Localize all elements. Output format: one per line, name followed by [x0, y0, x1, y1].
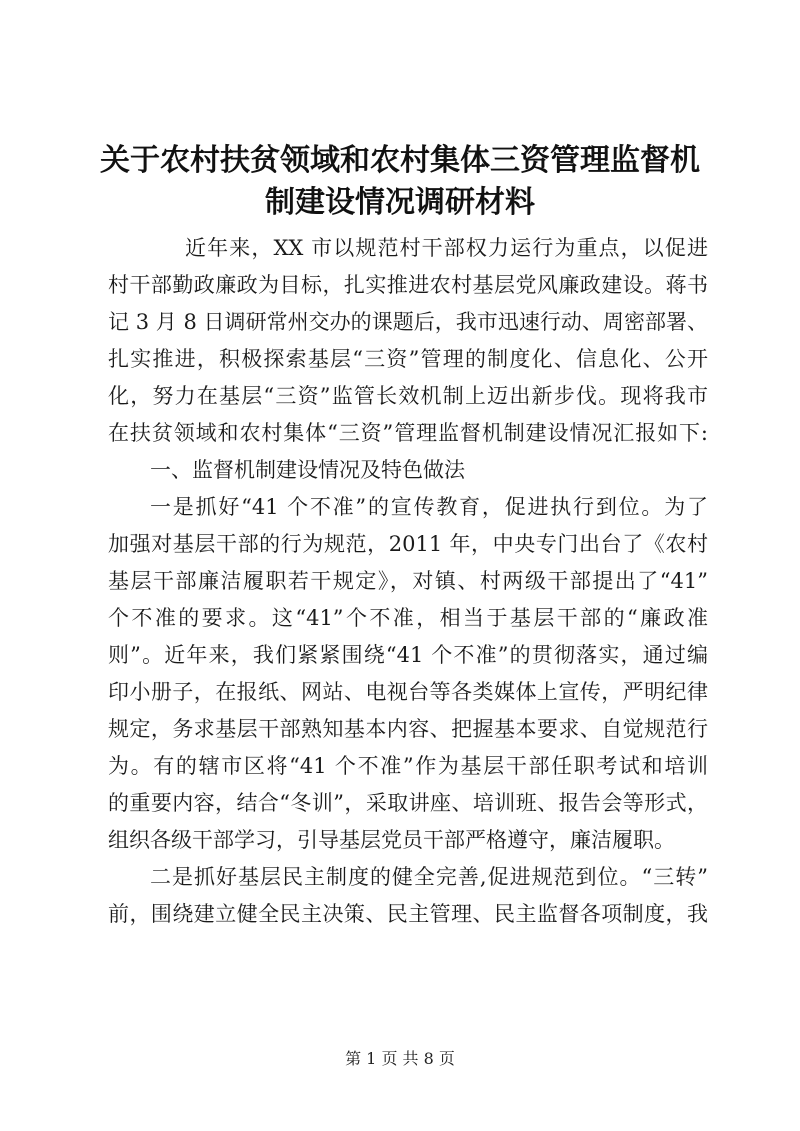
body-line: 前，围绕建立健全民主决策、民主管理、民主监督各项制度，我: [108, 902, 708, 926]
body-line: 则”。近年来，我们紧紧围绕“41 个不准”的贯彻落实，通过编: [108, 643, 708, 667]
body-line: 记 3 月 8 日调研常州交办的课题后，我市迅速行动、周密部署、: [108, 310, 708, 334]
body-line: 在扶贫领域和农村集体“三资”管理监督机制建设情况汇报如下:: [108, 421, 708, 445]
document-title-line-2: 制建设情况调研材料: [265, 185, 535, 220]
body-line: 二是抓好基层民主制度的健全完善,促进规范到位。“三转”: [150, 865, 708, 889]
body-line: 的重要内容，结合“冬训”，采取讲座、培训班、报告会等形式，: [108, 791, 708, 815]
body-line: 组织各级干部学习，引导基层党员干部严格遵守，廉洁履职。: [108, 828, 675, 852]
document-body: [108, 230, 708, 933]
section-heading: 一、监督机制建设情况及特色做法: [150, 458, 465, 482]
body-line: 规定，务求基层干部熟知基本内容、把握基本要求、自觉规范行: [108, 717, 708, 741]
body-line: 扎实推进，积极探索基层“三资”管理的制度化、信息化、公开: [108, 347, 708, 371]
body-line: 个不准的要求。这“41”个不准，相当于基层干部的“廉政准: [108, 606, 708, 630]
body-line: 化，努力在基层“三资”监管长效机制上迈出新步伐。现将我市: [108, 384, 708, 408]
body-line: 近年来，XX 市以规范村干部权力运行为重点，以促进: [185, 236, 708, 260]
body-line: 为。有的辖市区将“41 个不准”作为基层干部任职考试和培训: [108, 754, 708, 778]
body-line: 村干部勤政廉政为目标，扎实推进农村基层党风廉政建设。蒋书: [108, 273, 708, 297]
body-line: 一是抓好“41 个不准”的宣传教育，促进执行到位。为了: [150, 495, 708, 519]
page-number-footer: 第 1 页 共 8 页: [345, 1049, 455, 1068]
body-line: 加强对基层干部的行为规范，2011 年，中央专门出台了《农村: [108, 532, 708, 556]
body-line: 印小册子，在报纸、网站、电视台等各类媒体上宣传，严明纪律: [108, 680, 708, 704]
document-title-line-1: 关于农村扶贫领域和农村集体三资管理监督机: [100, 143, 700, 178]
body-line: 基层干部廉洁履职若干规定》，对镇、村两级干部提出了“41”: [108, 569, 708, 593]
